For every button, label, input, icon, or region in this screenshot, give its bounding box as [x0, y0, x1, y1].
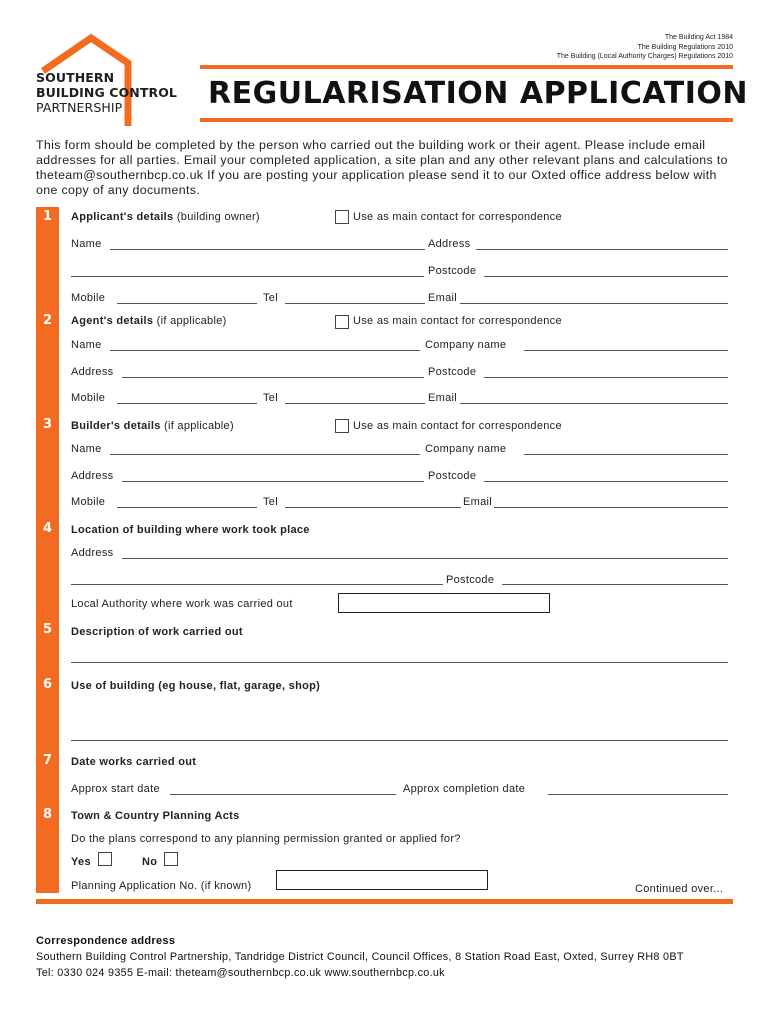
section-6-heading: Use of building (eg house, flat, garage, shop) — [71, 680, 321, 692]
continued-note: Continued over... — [635, 883, 724, 895]
builder-postcode-field[interactable] — [484, 481, 728, 482]
applicant-tel-label: Tel — [263, 292, 278, 304]
applicant-main-contact-label: Use as main contact for correspondence — [353, 211, 562, 223]
agent-email-field[interactable] — [460, 403, 728, 404]
section-4-heading: Location of building where work took place — [71, 524, 310, 536]
applicant-name-label: Name — [71, 238, 102, 250]
section-7-heading: Date works carried out — [71, 756, 197, 768]
section-number-2: 2 — [42, 313, 53, 328]
agent-company-field[interactable] — [524, 350, 728, 351]
builder-address-field[interactable] — [122, 481, 424, 482]
section-number-3: 3 — [42, 417, 53, 432]
title-rule-top — [200, 65, 733, 69]
logo-line-2: BUILDING CONTROL — [36, 85, 177, 100]
planning-app-no-label: Planning Application No. (if known) — [71, 880, 252, 892]
agent-address-label: Address — [71, 366, 114, 378]
agent-tel-label: Tel — [263, 392, 278, 404]
local-authority-label: Local Authority where work was carried out — [71, 598, 293, 610]
section-sidebar — [36, 207, 59, 893]
intro-text: This form should be completed by the person who carried out the building work or their agent. Please include email addresses for all parties. Email your completed application, a site plan and any other relevant plans and calculations to theteam@southernbcp.co.uk If you are posting your application please send it to our Oxted office address below with one copy of any documents. — [36, 138, 728, 197]
applicant-email-field[interactable] — [460, 303, 728, 304]
building-use-field[interactable] — [71, 740, 728, 741]
no-checkbox[interactable] — [164, 852, 178, 866]
applicant-tel-field[interactable] — [285, 303, 425, 304]
agent-postcode-label: Postcode — [428, 366, 477, 378]
applicant-name-field[interactable] — [110, 249, 425, 250]
builder-company-field[interactable] — [524, 454, 728, 455]
planning-question: Do the plans correspond to any planning permission granted or applied for? — [71, 833, 461, 845]
agent-email-label: Email — [428, 392, 458, 404]
title-rule-bottom — [200, 118, 733, 122]
correspondence-heading: Correspondence address — [36, 935, 176, 947]
builder-address-label: Address — [71, 470, 114, 482]
section-number-8: 8 — [42, 807, 53, 822]
section-2-note: (if applicable) — [156, 315, 227, 327]
builder-email-field[interactable] — [494, 507, 728, 508]
agent-postcode-field[interactable] — [484, 377, 728, 378]
builder-main-contact-label: Use as main contact for correspondence — [353, 420, 562, 432]
agent-main-contact-label: Use as main contact for correspondence — [353, 315, 562, 327]
builder-main-contact-checkbox[interactable] — [335, 419, 349, 433]
agent-main-contact-checkbox[interactable] — [335, 315, 349, 329]
section-8-heading: Town & Country Planning Acts — [71, 810, 240, 822]
agent-company-label: Company name — [425, 339, 507, 351]
start-date-field[interactable] — [170, 794, 396, 795]
applicant-address-field[interactable] — [476, 249, 728, 250]
applicant-address-line-2-field[interactable] — [71, 276, 424, 277]
yes-label: Yes — [71, 856, 91, 868]
act-3: The Building (Local Authority Charges) Regulations 2010 — [556, 53, 733, 60]
legislation-list — [557, 33, 733, 62]
agent-name-field[interactable] — [110, 350, 420, 351]
page-title: REGULARISATION APPLICATION — [208, 76, 748, 111]
section-number-7: 7 — [42, 753, 53, 768]
location-postcode-label: Postcode — [446, 574, 495, 586]
applicant-postcode-field[interactable] — [484, 276, 728, 277]
section-number-5: 5 — [42, 622, 53, 637]
applicant-mobile-field[interactable] — [117, 303, 257, 304]
work-description-field[interactable] — [71, 662, 728, 663]
company-logo — [36, 70, 177, 115]
location-postcode-field[interactable] — [502, 584, 728, 585]
builder-tel-label: Tel — [263, 496, 278, 508]
applicant-email-label: Email — [428, 292, 458, 304]
applicant-mobile-label: Mobile — [71, 292, 106, 304]
act-1: The Building Act 1984 — [664, 34, 733, 41]
section-3-heading — [71, 420, 234, 432]
correspondence-contact: Tel: 0330 024 9355 E-mail: theteam@southernbcp.co.uk www.southernbcp.co.uk — [36, 967, 445, 979]
applicant-main-contact-checkbox[interactable] — [335, 210, 349, 224]
builder-email-label: Email — [463, 496, 493, 508]
section-1-title: Applicant's details — [71, 211, 174, 223]
builder-name-label: Name — [71, 443, 102, 455]
yes-checkbox[interactable] — [98, 852, 112, 866]
completion-date-field[interactable] — [548, 794, 728, 795]
section-3-note: (if applicable) — [164, 420, 234, 432]
correspondence-address: Southern Building Control Partnership, Tandridge District Council, Council Offices, 8 Station Road East, Oxted, Surrey RH8 0BT — [36, 951, 684, 963]
builder-mobile-label: Mobile — [71, 496, 106, 508]
agent-address-field[interactable] — [122, 377, 424, 378]
builder-tel-field[interactable] — [285, 507, 461, 508]
local-authority-input[interactable] — [338, 593, 550, 613]
builder-name-field[interactable] — [110, 454, 420, 455]
location-address-label: Address — [71, 547, 114, 559]
section-5-heading: Description of work carried out — [71, 626, 243, 638]
no-label: No — [142, 856, 158, 868]
agent-mobile-label: Mobile — [71, 392, 106, 404]
builder-company-label: Company name — [425, 443, 507, 455]
completion-date-label: Approx completion date — [403, 783, 526, 795]
section-2-heading — [71, 315, 227, 327]
section-number-1: 1 — [42, 209, 53, 224]
planning-app-no-input[interactable] — [276, 870, 488, 890]
location-address-field[interactable] — [122, 558, 728, 559]
applicant-postcode-label: Postcode — [428, 265, 477, 277]
builder-postcode-label: Postcode — [428, 470, 477, 482]
start-date-label: Approx start date — [71, 783, 160, 795]
section-number-6: 6 — [42, 677, 53, 692]
section-3-title: Builder's details — [71, 420, 161, 432]
section-2-title: Agent's details — [71, 315, 154, 327]
builder-mobile-field[interactable] — [117, 507, 257, 508]
logo-line-1: SOUTHERN — [36, 70, 115, 85]
applicant-address-label: Address — [428, 238, 471, 250]
section-1-note: (building owner) — [176, 211, 260, 223]
section-1-heading — [71, 211, 260, 223]
location-address-line-2-field[interactable] — [71, 584, 443, 585]
section-number-4: 4 — [42, 521, 53, 536]
act-2: The Building Regulations 2010 — [637, 43, 733, 51]
agent-mobile-field[interactable] — [117, 403, 257, 404]
agent-tel-field[interactable] — [285, 403, 425, 404]
agent-name-label: Name — [71, 339, 102, 351]
footer-rule — [36, 899, 733, 904]
logo-line-3: PARTNERSHIP — [36, 100, 123, 115]
